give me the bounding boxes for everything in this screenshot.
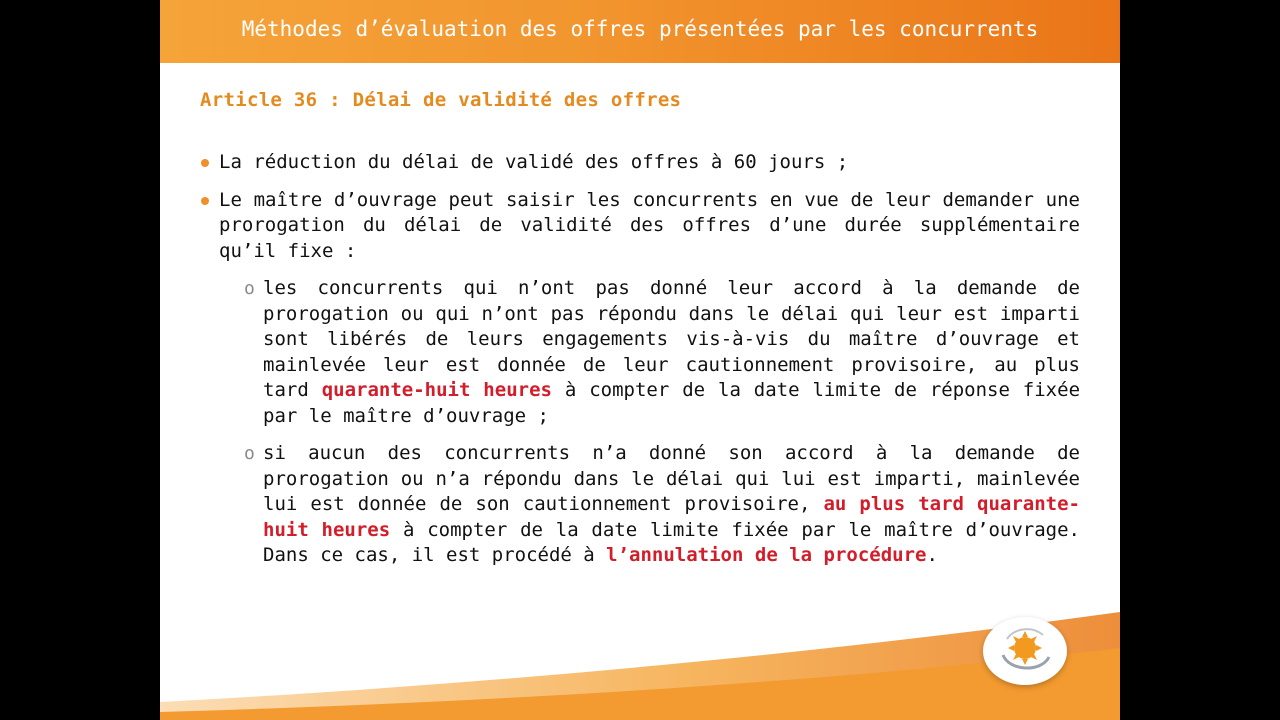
slide-header: [160, 0, 1120, 63]
sub-item-text: à compter de la date limite fixée par le maître d’ouvrage. Dans ce cas, il est procédé à: [263, 518, 1080, 566]
bullet-text: La réduction du délai de validé des offres à 60 jours ;: [219, 151, 849, 173]
bullet-item: [200, 188, 1080, 265]
highlight-text: au plus tard quarante-huit heures: [263, 493, 1080, 541]
circle-bullet-icon: o: [244, 443, 255, 464]
slide-content: [200, 150, 1080, 581]
decorative-band: [160, 590, 1120, 720]
bullet-item: [200, 150, 1080, 176]
highlight-text: l’annulation de la procédure: [606, 544, 927, 566]
circle-bullet-icon: o: [244, 278, 255, 299]
sub-item-text: à compter de la date limite de réponse fixée par le maître d’ouvrage ;: [263, 379, 1081, 427]
sun-logo-icon: [983, 617, 1067, 685]
slide-title: Méthodes d’évaluation des offres présentées par les concurrents: [241, 17, 1039, 41]
highlight-text: quarante-huit heures: [321, 379, 552, 401]
sub-item: [200, 276, 1080, 429]
article-title: Article 36 : Délai de validité des offres: [200, 89, 682, 111]
sub-item: [200, 441, 1080, 569]
bullet-icon: [201, 197, 209, 205]
slide: [160, 0, 1120, 720]
logo: [983, 617, 1067, 685]
sub-item-text: .: [926, 544, 938, 566]
bullet-icon: [201, 159, 209, 167]
bullet-text: Le maître d’ouvrage peut saisir les concurrents en vue de leur demander une prorogation du délai de validité des offres d’une durée supplémentaire qu’il fixe :: [219, 188, 1080, 262]
sub-item-text: les concurrents qui n’ont pas donné leur accord à la demande de prorogation ou qui n’ont pas répondu dans le délai qui leur est imparti sont libérés de leurs engagements vis-à-vis du maître d’ouvrage et mainlevée leur est donnée de leur cautionnement provisoire, au plus tard: [263, 277, 1080, 401]
sub-item-text: si aucun des concurrents n’a donné son accord à la demande de prorogation ou n’a répondu dans le délai qui lui est imparti, mainlevée lui est donnée de son cautionnement provisoire,: [263, 442, 1080, 515]
